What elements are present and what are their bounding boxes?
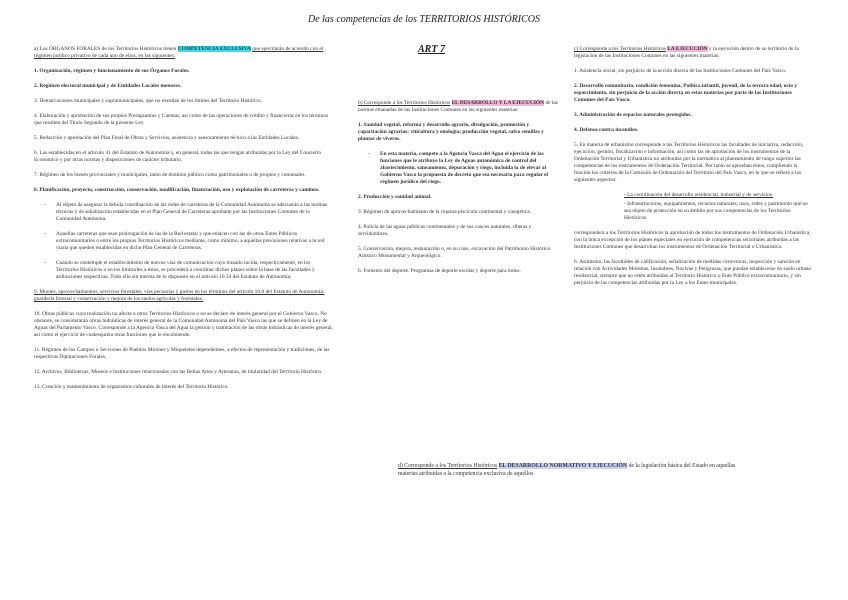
page-title: De las competencias de los TERRITORIOS HISTÓRICOS <box>307 14 540 25</box>
left-bullet-3: - Cuando se contemple el establecimiento de nuevas vías de comunicación cuyo trazado incida, respectivamente, en los Territorios Históricos o en los limítrofes a éstos, se procederá a coordinar dichos planes sobre la base de las facultades y atribuciones respectivas. Todo ello sin merma de lo dispuesto en el artículo 10.34 del Estatuto de Autonomía. <box>34 260 334 281</box>
middle-item-6: 6. Fomento del deporte. Programas de deporte escolar y deporte para todos. <box>358 268 521 274</box>
section-c <box>574 46 814 60</box>
left-bullet-2: - Aquellas carreteras que sean prolongación de las de la Red estatal y que enlacen con las de otros Entes Públicos extracomunitarios o entre los propios Territorios Históricos mediante, como mínimo, a aquellas previsiones relativas a la red viaria que queden establecidas en dicho Plan General de Carreteras. <box>34 231 334 252</box>
left-item-2: 2. Régimen electoral municipal y de Entidades Locales menores. <box>34 83 182 89</box>
left-item-10: 10. Obras públicas cuya realización no afecte a otros Territorios Históricos o no se declare de interés general por el Gobierno Vasco. No obstante, se considerarán obras hidráulicas de interés general de la Comunidad Autónoma del País Vasco las que se definen en la Ley de Aguas del Parlamento Vasco. Corresponde a la Agencia Vasca del Agua la gestión y tramitación de las obras hidráulicas de interés general, así como el ejercicio de cualesquiera otras funciones que le encomiende. <box>34 311 334 338</box>
section-a-intro: a) Los ÓRGANOS FORALES de los Territorios Históricos tienen <box>34 46 177 52</box>
section-b <box>358 100 558 114</box>
section-d-intro: d) Corresponde a los Territorios Históricos <box>398 463 498 469</box>
section-a <box>34 46 334 60</box>
left-item-4: 4. Elaboración y aprobación de sus propios Presupuestos y Cuentas, así como de las operaciones de crédito y financieras en los términos que resulten del Título Segundo de la presente Ley. <box>34 113 329 126</box>
right-para: corresponderá a los Territorios Históricos la aprobación de todos los instrumentos de Ordenación Urbanística, con la única excepción de los planes especiales en ejecución de competencias sectoriales atribuidas a las Instituciones Comunes que desarrollan los instrumentos de Ordenación Territorial o Urbanística. <box>574 230 811 250</box>
right-item-1: 1. Asistencia social, sin perjuicio de la acción directa de las Instituciones Comunes del País Vasco. <box>574 68 787 74</box>
right-item-5: 5. En materia de urbanismo corresponde a los Territorios Históricos las facultades de iniciativa, redacción, ejecución, gestión, fiscalización e información, así como las de aprobación de los instrumentos de la Ordenación Territorial y Urbanística no atribuidas por la normativa al planeamiento de rango superior las competencias de los instrumentos de Ordenación Territorial. Por tanto se aprueban éstos, cumpliendo la función los criterios de la Comisión de Ordenación del Territorio del País Vasco, en lo que se refiere a los siguientes aspectos: <box>574 142 804 183</box>
left-item-3: 3. Demarcaciones municipales y supramunicipales, que no excedan de los límites del Territorio Histórico. <box>34 98 262 104</box>
middle-column <box>358 100 558 283</box>
left-item-9: 9. Montes, aprovechamientos, servicios forestales, vías pecuarias y pastos en los términos del artículo 10.8 del Estatuto de Autonomía; guardería forestal y conservación y mejora de los suelos agrícolas y forestales. <box>34 289 325 302</box>
middle-item-1: 1. Sanidad vegetal, reforma y desarrollo agrario, divulgación, promoción y capacitación agrarias; viticultura y enología; producción vegetal, salvo semillas y plantas de viveros. <box>358 122 544 142</box>
section-d-rest: de la legislación básica del Estado en aquellas materias atribuidas a la competencia exclusiva de aquéllos <box>398 463 736 477</box>
left-item-11: 11. Régimen de los Campos o Secciones de Pueblos Mirones y Miqueletes dependientes, a efectos de representación y tradiciones, de las respectivas Diputaciones Forales. <box>34 347 330 360</box>
left-item-1: 1. Organización, régimen y funcionamiento de sus Órganos Forales. <box>34 68 190 74</box>
left-item-13: 13. Creación y mantenimiento de organismos culturales de interés del Territorio Histórico. <box>34 384 229 390</box>
left-item-8: 8. Planificación, proyecto, construcción, conservación, modificación, financiación, uso y explotación de carreteras y caminos. <box>34 187 320 193</box>
section-a-rest: que ejercitarán de acuerdo con el régimen jurídico privativo de cada uno de ellos, en las siguientes: <box>34 46 324 59</box>
section-c-highlight: LA EJECUCIÓN <box>667 46 708 52</box>
left-column <box>34 46 334 399</box>
section-c-rest: y la ejecución dentro de su territorio de la legislación de las Instituciones Comunes en las siguientes materias: <box>574 46 799 59</box>
right-sub-1: - La coordinación del desarrollo residencial, industrial y de servicios. <box>624 192 774 198</box>
right-item-6: 6. Asimismo, las facultades de calificación, señalización de medidas correctoras, inspección y sanción en relación con Actividades Molestas, Insalubres, Nocivas y Peligrosas, que puedan establecerse en suelo urbano residencial, siempre que no estén atribuidas al Territorio Histórico o Ente Público extracomunitario, y sin perjuicio de las competencias atribuidas por la Ley a los Entes municipales. <box>574 259 812 286</box>
left-bullet-1: - Al objeto de asegurar la debida coordinación de las redes de carreteras de la Comunidad Autónoma se adecuarán a las normas técnicas y de señalización establecidas en el Plan General de Carreteras aprobado por las Instituciones Comunes de la Comunidad Autónoma. <box>34 202 334 223</box>
left-item-5: 5. Redacción y aprobación del Plan Foral de Obras y Servicios, asistencia y asesoramiento técnico a las Entidades Locales. <box>34 135 300 141</box>
right-item-4: 4. Defensa contra incendios. <box>574 127 639 133</box>
section-c-intro: c) Corresponde a los Territorios Históricos <box>574 46 666 52</box>
middle-bullet-1: - En esta materia, compete a la Agencia Vasca del Agua el ejercicio de las funciones que le atribuye la Ley de Aguas autonómica de control del abastecimiento, saneamiento, depuración y riego, incluida la de elevar al Gobierno Vasco la propuesta de decreto que sea necesaria para regular el régimen jurídico del riego. <box>358 151 558 186</box>
right-item-2: 2. Desarrollo comunitario, condición femenina, Política infantil, juvenil, de la tercera edad, ocio y esparcimiento, sin perjuicio de la acción directa en estas materias por parte de las Instituciones Comunes del País Vasco. <box>574 83 798 103</box>
section-a-highlight: COMPETENCIA EXCLUSIVA <box>177 46 251 52</box>
right-item-3: 3. Administración de espacios naturales protegidos. <box>574 112 692 118</box>
article-heading: ART 7 <box>418 44 445 55</box>
section-b-rest: de las normas emanadas de las Instituciones Comunes en las siguientes materias: <box>358 100 558 113</box>
right-sub-2: - Infraestructuras, equipamientos, recursos naturales, usos, redes y patrimonio que no sea objeto de protección en su ámbito por sus competencias de los Territorios Históricos. <box>624 201 808 221</box>
right-column <box>574 46 814 295</box>
section-d-highlight: EL DESARROLLO NORMATIVO Y EJECUCIÓN <box>498 463 628 469</box>
section-b-intro: b) Corresponde a los Territorios Históricos <box>358 100 451 106</box>
section-d <box>398 462 743 478</box>
middle-item-5: 5. Conservación, mejora, restauración o, en su caso, excavación del Patrimonio Histórico Artístico Monumental y Arqueológico. <box>358 246 551 259</box>
middle-item-4: 4. Policía de las aguas públicas continentales y de sus cauces naturales, riberas y servidumbres. <box>358 224 532 237</box>
left-item-7: 7. Régimen de los bienes provinciales y municipales, tanto de dominio público como patrimoniales o de propios y comunales. <box>34 172 306 178</box>
left-item-12: 12. Archivos, Bibliotecas, Museos e Instituciones relacionadas con las Bellas Artes y Artesanía, de titularidad del Territorio Histórico. <box>34 369 323 375</box>
section-b-highlight: EL DESARROLLO Y LA EJECUCIÓN <box>451 100 545 106</box>
middle-item-2: 2. Producción y sanidad animal. <box>358 194 432 200</box>
left-item-6: 6. Las establecidas en el artículo 41 del Estatuto de Autonomía y, en general, todas las que tengan atribuidas por la Ley del Concierto Económico y por otras normas y disposiciones de carácter tributario. <box>34 150 322 163</box>
middle-item-3: 3. Régimen de aprovechamiento de la riqueza piscícola continental y cinegética. <box>358 209 532 215</box>
